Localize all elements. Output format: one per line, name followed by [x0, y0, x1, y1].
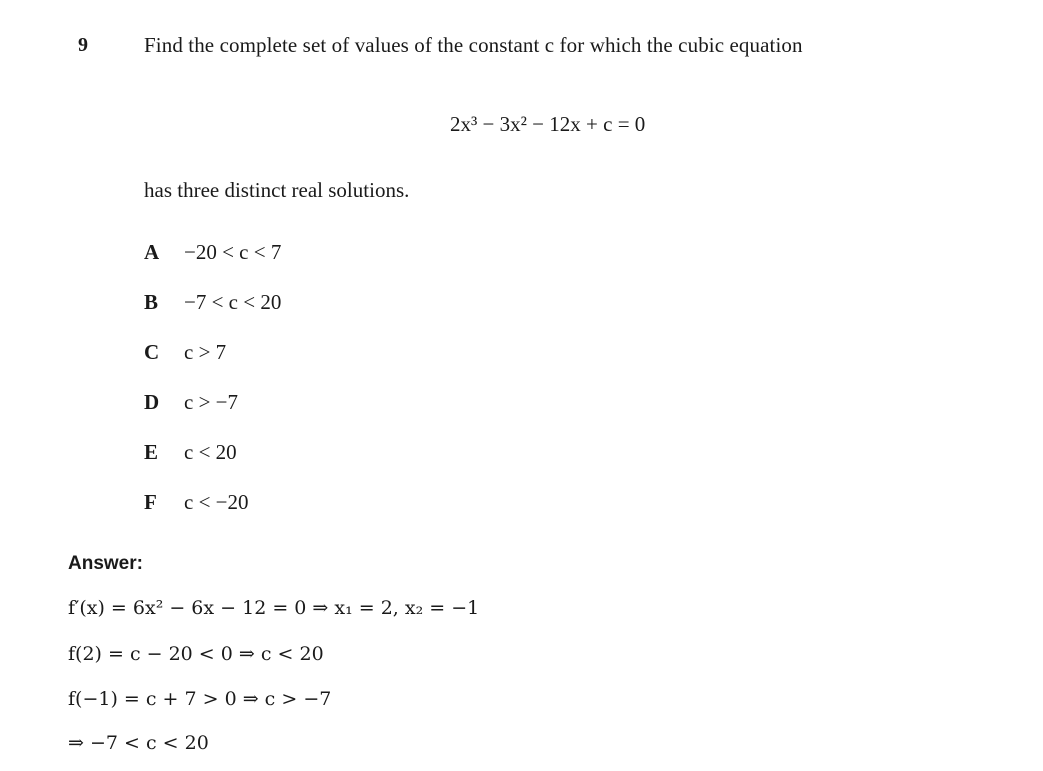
answer-heading: Answer: [68, 553, 143, 574]
cubic-equation: 2x³ − 3x² − 12x + c = 0 [450, 112, 646, 136]
option-letter: D [144, 390, 160, 414]
option-e [144, 440, 237, 465]
question-number: 9 [78, 34, 88, 56]
option-a [144, 240, 281, 265]
answer-line-fminus1: f(−1) = c + 7 > 0 ⇒ c > −7 [68, 688, 332, 710]
option-c [144, 340, 226, 365]
option-d [144, 390, 238, 415]
question-continuation: has three distinct real solutions. [144, 178, 410, 202]
answer-line-derivative: f′(x) = 6x² − 6x − 12 = 0 ⇒ x₁ = 2, x₂ = −1 [68, 597, 480, 619]
option-value: c < −20 [184, 490, 249, 514]
option-letter: C [144, 340, 160, 364]
option-f [144, 490, 249, 515]
option-value: c > 7 [184, 340, 227, 364]
option-letter: F [144, 490, 157, 514]
option-value: c > −7 [184, 390, 239, 414]
option-value: c < 20 [184, 440, 237, 464]
option-b [144, 290, 281, 315]
option-value: −20 < c < 7 [184, 240, 282, 264]
option-letter: A [144, 240, 160, 264]
option-letter: E [144, 440, 159, 464]
answer-line-f2: f(2) = c − 20 < 0 ⇒ c < 20 [68, 643, 324, 665]
question-prompt: Find the complete set of values of the constant c for which the cubic equation [144, 33, 803, 57]
answer-line-conclusion: ⇒ −7 < c < 20 [68, 732, 209, 754]
option-letter: B [144, 290, 159, 314]
option-value: −7 < c < 20 [184, 290, 282, 314]
